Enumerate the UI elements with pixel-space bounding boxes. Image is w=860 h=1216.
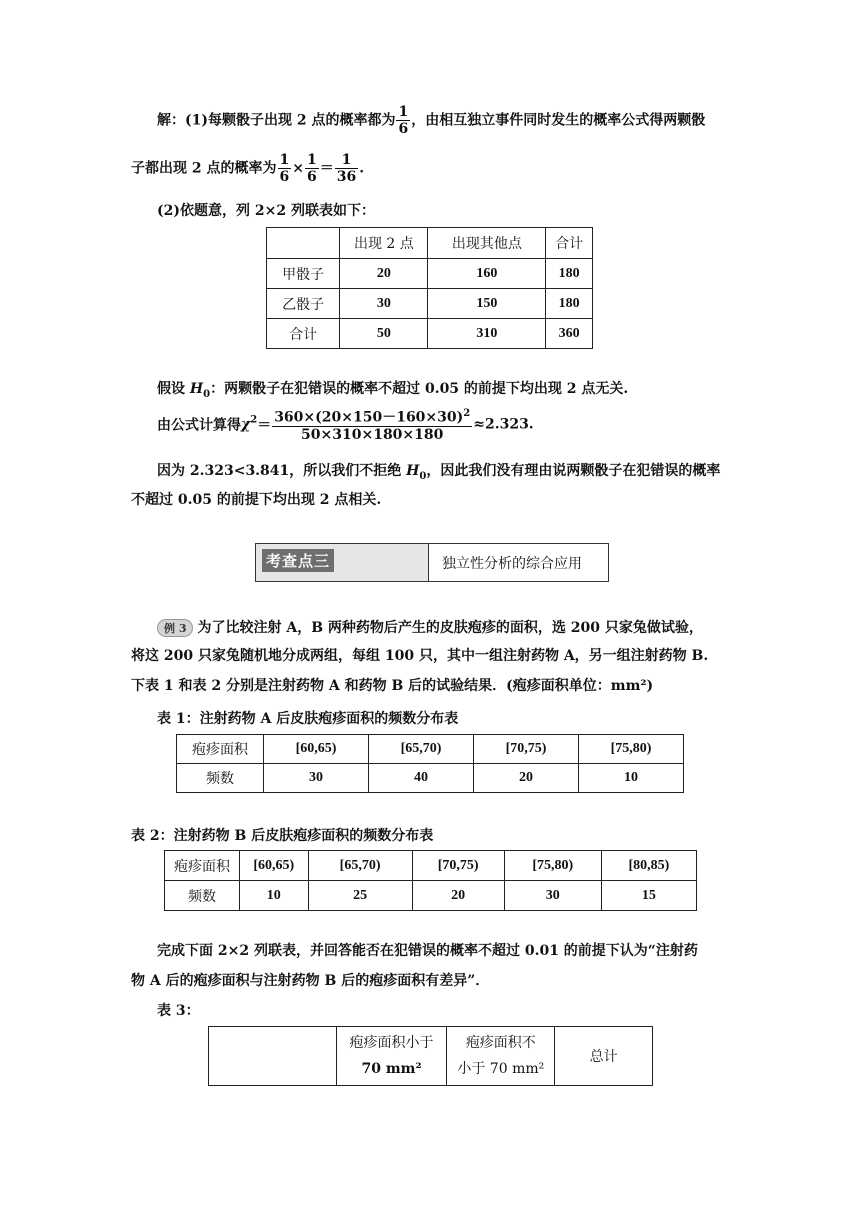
times-sign: × (292, 160, 304, 177)
header-line: 疱疹面积不 (465, 1035, 536, 1051)
contingency-table (266, 227, 593, 349)
row-label: 合计 (267, 319, 340, 349)
example3-line1 (157, 617, 703, 637)
frac-den: 6 (306, 169, 317, 185)
row-label: 甲骰子 (267, 259, 340, 289)
cell: 30 (264, 764, 369, 793)
text: 由公式计算得 (157, 417, 241, 434)
section-title: 独立性分析的综合应用 (442, 556, 582, 572)
table1-caption: 表 1：注射药物 A 后皮肤疱疹面积的频数分布表 (157, 711, 459, 727)
fraction (335, 152, 358, 185)
table2 (164, 850, 697, 911)
solution-part1-line1 (157, 104, 705, 137)
frac-den: 36 (336, 169, 357, 185)
cell: [75,80) (504, 851, 601, 881)
cell: [65,70) (308, 851, 412, 881)
cell: 15 (601, 881, 696, 911)
cell: [75,80) (579, 735, 684, 764)
cell: 180 (546, 289, 593, 319)
frac-num: 1 (306, 152, 317, 168)
text: . (359, 160, 365, 177)
text: 为了比较注射 A，B 两种药物后产生的皮肤疱疹的面积，选 200 只家兔做试验， (197, 620, 703, 636)
cell: 50 (340, 319, 428, 349)
cell: [80,85) (601, 851, 696, 881)
text: 解：(1)每颗骰子出现 2 点的概率都为 (157, 112, 396, 129)
text: 360×(20×150－160×30) (274, 409, 464, 426)
cell: 40 (369, 764, 474, 793)
cell: 360 (546, 319, 593, 349)
header-cell (267, 228, 340, 259)
fraction (305, 152, 319, 185)
cell: 30 (504, 881, 601, 911)
chi-square-formula (157, 406, 534, 443)
header-cell: 合计 (546, 228, 593, 259)
equals-sign: ＝ (319, 160, 334, 177)
cell: 180 (546, 259, 593, 289)
header-cell: 出现其他点 (428, 228, 546, 259)
example3-line3: 下表 1 和表 2 分别是注射药物 A 和药物 B 后的试验结果．(疱疹面积单位：mm²) (131, 678, 654, 694)
cell: 疱疹面积 (177, 735, 264, 764)
superscript: 2 (250, 414, 258, 426)
header-line: 小于 70 mm² (457, 1061, 545, 1077)
equals-sign: ＝ (257, 417, 272, 434)
cell: 频数 (165, 881, 240, 911)
row-label: 乙骰子 (267, 289, 340, 319)
subscript: 0 (419, 470, 427, 482)
superscript: 2 (463, 408, 471, 419)
text: 因为 2.323<3.841，所以我们不拒绝 (157, 463, 407, 479)
cell: [60,65) (264, 735, 369, 764)
var-h: H (189, 381, 204, 397)
frac-den: 50×310×180×180 (301, 426, 444, 443)
cell: 10 (579, 764, 684, 793)
header-cell: 总计 (555, 1027, 653, 1086)
section-header-box (255, 543, 609, 582)
fraction (396, 104, 410, 137)
cell: 20 (412, 881, 504, 911)
cell: 25 (308, 881, 412, 911)
text: 假设 (157, 381, 190, 397)
cell: [70,75) (474, 735, 579, 764)
frac-num: 1 (335, 152, 358, 169)
example-badge: 例 3 (157, 619, 193, 637)
cell: [60,65) (240, 851, 309, 881)
example3-line2: 将这 200 只家兔随机地分成两组，每组 100 只，其中一组注射药物 A，另一组注射药物 B. (131, 648, 709, 664)
cell: 30 (340, 289, 428, 319)
solution-part1-line2 (131, 152, 364, 185)
text: ≈2.323. (473, 416, 534, 433)
text: ，由相互独立事件同时发生的概率公式得两颗骰 (411, 112, 706, 129)
conclusion-line2: 不超过 0.05 的前提下均出现 2 点相关. (131, 492, 382, 508)
cell: 频数 (177, 764, 264, 793)
frac-den: 6 (398, 121, 409, 137)
header-line: 疱疹面积小于 (349, 1035, 434, 1051)
chi-symbol: χ (241, 416, 251, 433)
cell: 310 (428, 319, 546, 349)
header-cell (336, 1027, 447, 1086)
solution-part2: (2)依题意，列 2×2 列联表如下： (157, 203, 375, 219)
table3 (208, 1026, 653, 1086)
table1 (176, 734, 684, 793)
frac-num: 1 (279, 152, 290, 168)
cell: [70,75) (412, 851, 504, 881)
task-line1: 完成下面 2×2 列联表，并回答能否在犯错误的概率不超过 0.01 的前提下认为“注射药 (157, 943, 698, 959)
table3-caption: 表 3： (157, 1003, 200, 1019)
cell: [65,70) (369, 735, 474, 764)
subscript: 0 (203, 388, 211, 400)
cell: 20 (340, 259, 428, 289)
text: ：两颗骰子在犯错误的概率不超过 0.05 的前提下均出现 2 点无关. (210, 381, 629, 397)
frac-den: 6 (279, 169, 290, 185)
header-cell (447, 1027, 555, 1086)
text: ，因此我们没有理由说两颗骰子在犯错误的概率 (426, 463, 721, 479)
text: 子都出现 2 点的概率为 (131, 160, 277, 177)
section-label-area (256, 544, 429, 581)
header-line: 70 mm² (361, 1061, 422, 1077)
empty-cell (209, 1027, 337, 1086)
frac-num: 1 (398, 104, 409, 120)
cell: 150 (428, 289, 546, 319)
cell: 疱疹面积 (165, 851, 240, 881)
frac-num (272, 406, 472, 427)
hypothesis (157, 378, 628, 400)
fraction (278, 152, 292, 185)
header-cell: 出现 2 点 (340, 228, 428, 259)
cell: 160 (428, 259, 546, 289)
cell: 20 (474, 764, 579, 793)
cell: 10 (240, 881, 309, 911)
table2-caption: 表 2：注射药物 B 后皮肤疱疹面积的频数分布表 (131, 828, 434, 844)
task-line2: 物 A 后的疱疹面积与注射药物 B 后的疱疹面积有差异”． (131, 973, 490, 989)
var-h: H (406, 463, 420, 479)
section-label: 考查点三 (262, 549, 334, 572)
conclusion-line1 (157, 460, 720, 482)
chi-fraction (272, 406, 472, 443)
